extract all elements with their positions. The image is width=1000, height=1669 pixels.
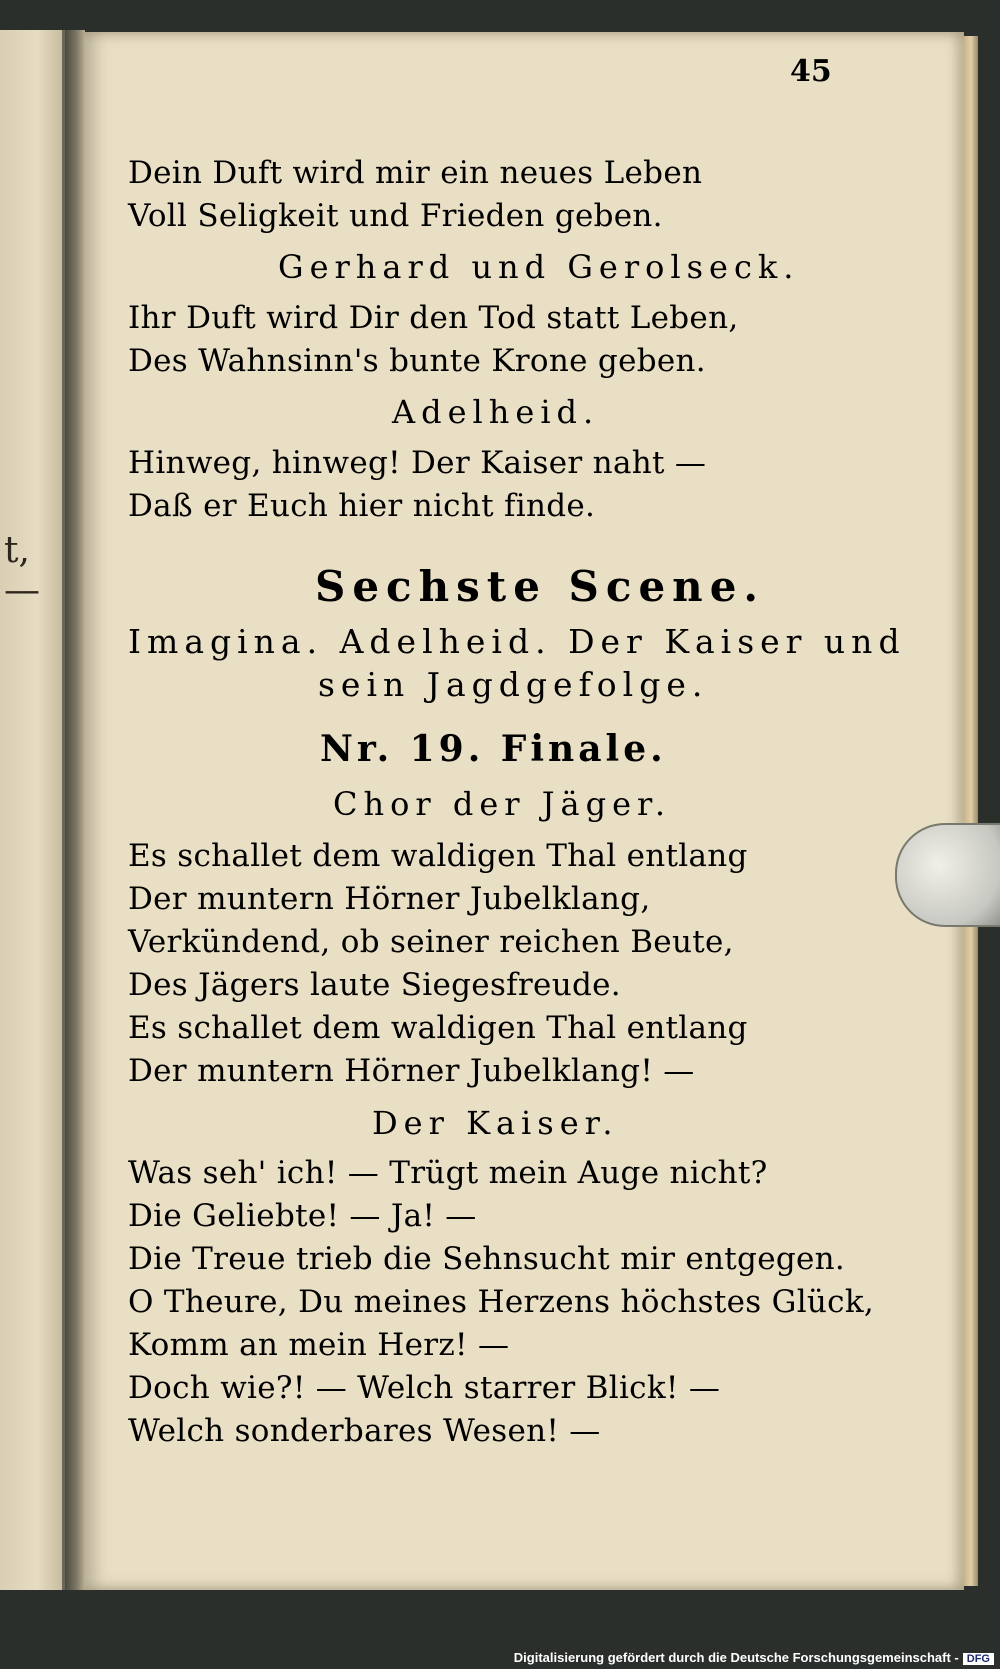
verse-line: O Theure, Du meines Herzens höchstes Glück, — [128, 1284, 875, 1320]
left-page-fragment: — — [4, 570, 40, 611]
verse-line: Der muntern Hörner Jubelklang, — [128, 881, 651, 917]
cast-line: sein Jagdgefolge. — [318, 665, 709, 704]
scene-title: Sechste Scene. — [315, 562, 766, 611]
verse-line: Der muntern Hörner Jubelklang! — — [128, 1053, 695, 1089]
verse-line: Doch wie?! — Welch starrer Blick! — — [128, 1370, 721, 1406]
verse-line: Hinweg, hinweg! Der Kaiser naht — — [128, 445, 707, 481]
verse-line: Ihr Duft wird Dir den Tod statt Leben, — [128, 300, 739, 336]
speaker-heading: Gerhard und Gerolseck. — [278, 248, 800, 286]
verse-line: Es schallet dem waldigen Thal entlang — [128, 838, 748, 874]
credit-text: Digitalisierung gefördert durch die Deutsche Forschungsgemeinschaft - — [513, 1650, 959, 1665]
speaker-heading: Adelheid. — [392, 393, 600, 431]
speaker-heading: Der Kaiser. — [372, 1104, 619, 1142]
verse-line: Voll Seligkeit und Frieden geben. — [128, 198, 663, 234]
verse-line: Daß er Euch hier nicht finde. — [128, 488, 596, 524]
verse-line: Verkündend, ob seiner reichen Beute, — [128, 924, 734, 960]
page-edge — [964, 36, 978, 1586]
verse-line: Die Geliebte! — Ja! — — [128, 1198, 477, 1234]
scanner-clip — [895, 823, 1000, 927]
verse-line: Komm an mein Herz! — — [128, 1327, 510, 1363]
digitization-credit — [514, 1650, 994, 1665]
verse-line: Die Treue trieb die Sehnsucht mir entgegen. — [128, 1241, 846, 1277]
left-page-edge — [0, 30, 65, 1590]
verse-line: Des Wahnsinn's bunte Krone geben. — [128, 343, 706, 379]
verse-line: Es schallet dem waldigen Thal entlang — [128, 1010, 748, 1046]
dfg-logo: DFG — [963, 1653, 994, 1665]
page-number: 45 — [790, 54, 832, 89]
verse-line: Dein Duft wird mir ein neues Leben — [128, 155, 703, 191]
speaker-heading: Chor der Jäger. — [333, 785, 671, 823]
number-title: Nr. 19. Finale. — [320, 728, 667, 770]
verse-line: Des Jägers laute Siegesfreude. — [128, 967, 621, 1003]
verse-line: Welch sonderbares Wesen! — — [128, 1413, 601, 1449]
verse-line: Was seh' ich! — Trügt mein Auge nicht? — [128, 1155, 768, 1191]
cast-line: Imagina. Adelheid. Der Kaiser und — [128, 622, 906, 661]
left-page-fragment: t, — [4, 530, 30, 571]
book-gutter — [65, 30, 85, 1590]
